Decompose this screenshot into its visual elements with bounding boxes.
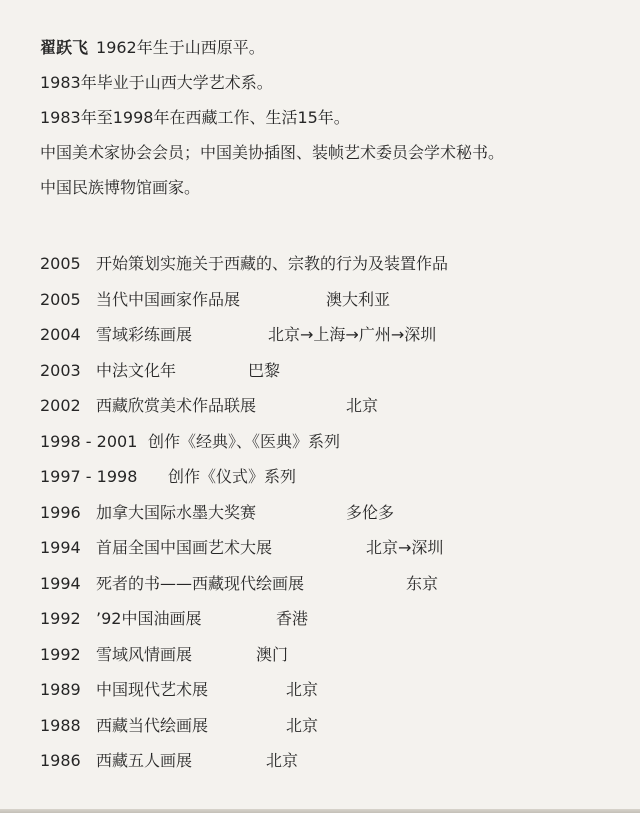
exhibition-row: [40, 743, 630, 779]
exhibition-title: 中国现代艺术展: [96, 680, 209, 699]
exhibition-title: ’92中国油画展: [96, 609, 202, 628]
exhibition-row: [40, 282, 630, 318]
exhibition-place: 澳门: [256, 644, 289, 664]
exhibition-place: 东京: [406, 573, 439, 593]
exhibition-place: 北京→深圳: [366, 538, 444, 557]
exhibition-year: 2005: [40, 254, 81, 273]
bio-line: 中国民族博物馆画家。: [40, 178, 201, 197]
exhibition-year: 1986: [40, 751, 81, 770]
bio-line: 1983年至1998年在西藏工作、生活15年。: [40, 108, 350, 127]
exhibition-year: 1989: [40, 680, 81, 699]
exhibition-title: 创作《仪式》系列: [168, 467, 297, 486]
exhibition-title: 当代中国画家作品展: [96, 289, 241, 309]
exhibition-row: [40, 637, 630, 673]
exhibition-year: 1992: [40, 609, 81, 628]
exhibition-row: [40, 566, 630, 602]
artist-name: 翟跃飞: [40, 38, 89, 57]
exhibition-place: 北京: [286, 715, 319, 735]
exhibition-place: 北京→上海→广州→深圳: [268, 325, 437, 344]
exhibition-row: [40, 672, 630, 708]
exhibition-year: 2002: [40, 396, 81, 415]
exhibition-year: 2004: [40, 325, 81, 344]
exhibition-row: [40, 353, 630, 389]
exhibition-year: 1997 - 1998: [40, 467, 138, 486]
exhibition-title: 开始策划实施关于西藏的、宗教的行为及装置作品: [96, 254, 449, 273]
exhibition-row: [40, 459, 630, 495]
exhibition-title: 西藏五人画展: [96, 751, 193, 770]
exhibition-place: 多伦多: [346, 502, 395, 522]
exhibition-place: 北京: [346, 396, 379, 415]
exhibition-year: 1996: [40, 502, 81, 522]
exhibition-row: [40, 708, 630, 744]
exhibition-row: [40, 424, 630, 460]
exhibition-year: 1994: [40, 573, 81, 593]
bio-birth-text: 1962年生于山西原平。: [96, 38, 265, 57]
exhibition-year: 1992: [40, 644, 81, 664]
exhibition-place: 巴黎: [248, 360, 281, 380]
exhibition-row: [40, 246, 630, 282]
page-edge: [0, 809, 640, 813]
bio-line: 中国美术家协会会员；中国美协插图、装帧艺术委员会学术秘书。: [40, 143, 505, 162]
exhibition-title: 雪域风情画展: [96, 644, 193, 664]
exhibition-row: [40, 388, 630, 424]
exhibition-year: 1998 - 2001: [40, 431, 138, 451]
exhibition-title: 西藏欣赏美术作品联展: [96, 396, 257, 415]
exhibition-title: 雪域彩练画展: [96, 325, 193, 344]
exhibition-title: 死者的书——西藏现代绘画展: [96, 573, 305, 593]
exhibition-title: 加拿大国际水墨大奖赛: [96, 502, 257, 522]
bio-line-name: [40, 30, 630, 65]
exhibition-row: [40, 530, 630, 566]
exhibition-row: [40, 317, 630, 353]
exhibition-year: 1994: [40, 538, 81, 557]
exhibition-place: 香港: [276, 609, 309, 628]
exhibition-place: 北京: [286, 680, 319, 699]
exhibition-title: 西藏当代绘画展: [96, 715, 209, 735]
exhibition-list: [40, 246, 630, 779]
exhibition-place: 北京: [266, 751, 299, 770]
exhibition-title: 首届全国中国画艺术大展: [96, 538, 273, 557]
exhibition-year: 2003: [40, 360, 81, 380]
exhibition-title: 中法文化年: [96, 360, 177, 380]
exhibition-year: 2005: [40, 289, 81, 309]
biography-section: [40, 30, 630, 205]
exhibition-year: 1988: [40, 715, 81, 735]
exhibition-row: [40, 495, 630, 531]
exhibition-row: [40, 601, 630, 637]
bio-line: 1983年毕业于山西大学艺术系。: [40, 73, 273, 92]
exhibition-place: 澳大利亚: [326, 289, 391, 309]
exhibition-title: 创作《经典》、《医典》系列: [148, 431, 341, 451]
